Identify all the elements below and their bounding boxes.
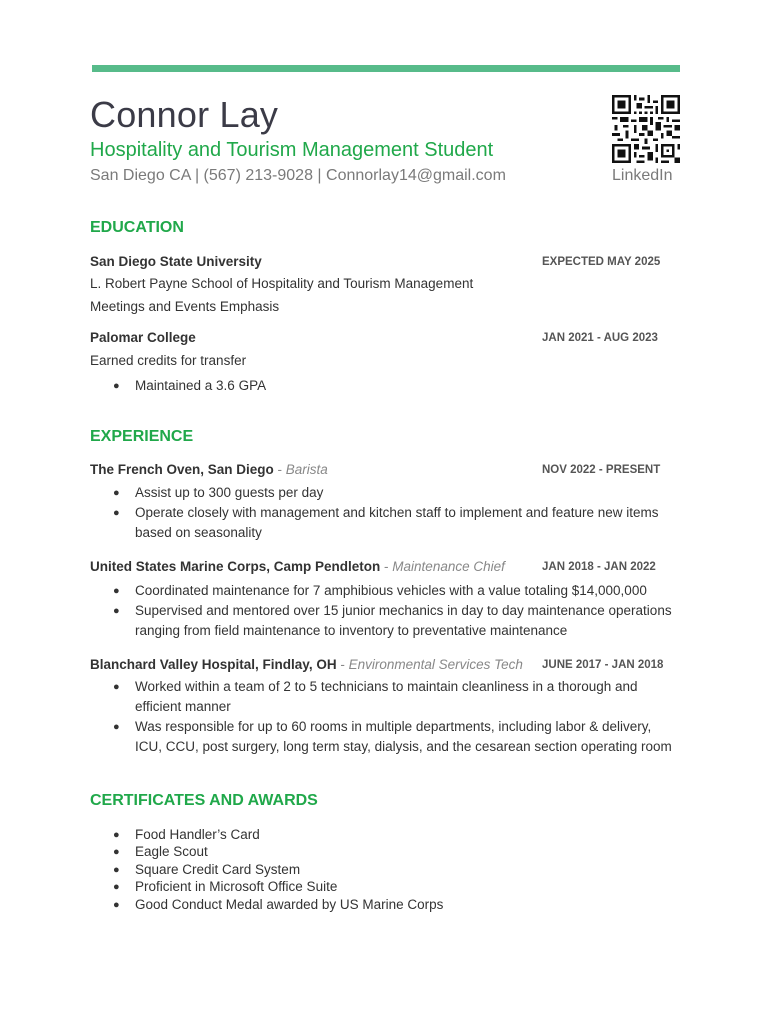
bullet-icon: ● bbox=[113, 899, 120, 911]
experience-org: The French Oven, San Diego bbox=[90, 462, 274, 477]
title-separator: - bbox=[336, 657, 349, 672]
bullet-icon: ● bbox=[113, 585, 120, 597]
education-line: Earned credits for transfer bbox=[90, 353, 247, 368]
education-line: L. Robert Payne School of Hospitality and Tourism Management bbox=[90, 276, 474, 291]
experience-date: JUNE 2017 - JAN 2018 bbox=[542, 659, 664, 671]
bullet-icon: ● bbox=[113, 487, 120, 499]
bullet-icon: ● bbox=[113, 507, 120, 519]
experience-title bbox=[90, 559, 505, 574]
bullet-icon: ● bbox=[113, 681, 120, 693]
candidate-subtitle: Hospitality and Tourism Management Student bbox=[90, 139, 494, 161]
section-title-experience: EXPERIENCE bbox=[90, 428, 194, 445]
education-line: Meetings and Events Emphasis bbox=[90, 299, 280, 314]
experience-role: Environmental Services Tech bbox=[348, 657, 523, 672]
experience-date: NOV 2022 - PRESENT bbox=[542, 464, 661, 476]
bullet-icon: ● bbox=[113, 380, 120, 392]
contact-info: San Diego CA | (567) 213-9028 | Connorlay14@gmail.com bbox=[90, 167, 506, 184]
bullet-icon: ● bbox=[113, 829, 120, 841]
experience-org: Blanchard Valley Hospital, Findlay, OH bbox=[90, 657, 337, 672]
section-title-certificates: CERTIFICATES AND AWARDS bbox=[90, 792, 318, 809]
bullet-icon: ● bbox=[113, 721, 120, 733]
experience-date: JAN 2018 - JAN 2022 bbox=[542, 561, 656, 573]
education-school: San Diego State University bbox=[90, 254, 262, 269]
education-date: EXPECTED MAY 2025 bbox=[542, 256, 661, 268]
certificate-item: Proficient in Microsoft Office Suite bbox=[135, 879, 338, 894]
header-accent-bar bbox=[92, 65, 680, 72]
certificate-item: Food Handler’s Card bbox=[135, 827, 260, 842]
experience-bullet: Supervised and mentored over 15 junior mechanics in day to day maintenance operations ranging from field maintenance to inventory to preventative maintenance bbox=[135, 603, 672, 638]
bullet-icon: ● bbox=[113, 881, 120, 893]
experience-bullet: Operate closely with management and kitchen staff to implement and feature new items based on seasonality bbox=[135, 505, 659, 540]
title-separator: - bbox=[380, 559, 393, 574]
title-separator: - bbox=[273, 462, 286, 477]
bullet-icon: ● bbox=[113, 846, 120, 858]
bullet-icon: ● bbox=[113, 605, 120, 617]
certificate-item: Eagle Scout bbox=[135, 844, 208, 859]
experience-bullet: Worked within a team of 2 to 5 technicians to maintain cleanliness in a thorough and efficient manner bbox=[135, 679, 638, 714]
qr-label[interactable]: LinkedIn bbox=[612, 167, 673, 184]
experience-org: United States Marine Corps, Camp Pendleton bbox=[90, 559, 381, 574]
section-title-education: EDUCATION bbox=[90, 219, 184, 236]
experience-bullet: Coordinated maintenance for 7 amphibious vehicles with a value totaling $14,000,000 bbox=[135, 583, 647, 598]
certificate-item: Good Conduct Medal awarded by US Marine Corps bbox=[135, 897, 444, 912]
certificate-item: Square Credit Card System bbox=[135, 862, 301, 877]
experience-bullet: Was responsible for up to 60 rooms in multiple departments, including labor & delivery, ICU, CCU, post surgery, long term stay, dialysis, and the cesarean section operating room bbox=[135, 719, 672, 754]
experience-bullet: Assist up to 300 guests per day bbox=[135, 485, 324, 500]
qr-code-icon[interactable] bbox=[612, 95, 680, 163]
experience-title bbox=[90, 462, 328, 477]
experience-title bbox=[90, 657, 523, 672]
education-bullet: Maintained a 3.6 GPA bbox=[135, 378, 267, 393]
experience-role: Maintenance Chief bbox=[392, 559, 505, 574]
education-date: JAN 2021 - AUG 2023 bbox=[542, 332, 658, 344]
bullet-icon: ● bbox=[113, 864, 120, 876]
candidate-name: Connor Lay bbox=[90, 94, 279, 135]
education-school: Palomar College bbox=[90, 330, 196, 345]
experience-role: Barista bbox=[285, 462, 328, 477]
